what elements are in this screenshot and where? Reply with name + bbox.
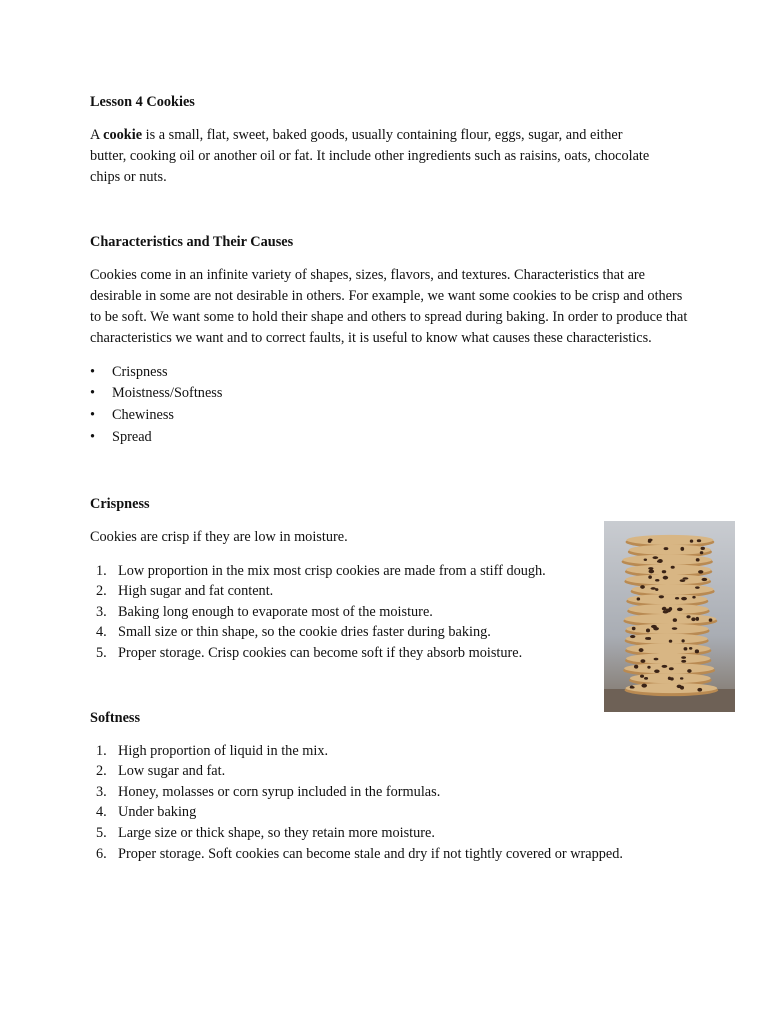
list-item: • Spread bbox=[90, 427, 690, 449]
chocolate-chip bbox=[680, 677, 683, 679]
chocolate-chip bbox=[662, 665, 668, 668]
item-text: Small size or thin shape, so the cookie dries faster during baking. bbox=[118, 624, 491, 641]
item-number: 6. bbox=[96, 845, 107, 862]
item-text: Baking long enough to evaporate most of the moisture. bbox=[118, 603, 433, 620]
chocolate-chip bbox=[652, 556, 658, 559]
chocolate-chip bbox=[681, 656, 686, 659]
chocolate-chip bbox=[640, 659, 645, 663]
crispness-intro: Cookies are crisp if they are low in moisture. bbox=[90, 528, 348, 545]
chocolate-chip bbox=[689, 647, 692, 650]
chocolate-chip bbox=[668, 677, 671, 680]
chocolate-chip bbox=[666, 609, 671, 613]
characteristics-heading: Characteristics and Their Causes bbox=[90, 234, 294, 251]
chocolate-chip bbox=[709, 618, 713, 621]
item-number: 4. bbox=[96, 624, 107, 641]
item-text: High sugar and fat content. bbox=[118, 583, 274, 600]
chocolate-chip bbox=[691, 617, 695, 621]
chocolate-chip bbox=[696, 558, 700, 561]
chocolate-chip bbox=[697, 539, 701, 542]
item-text: Low sugar and fat. bbox=[118, 763, 226, 780]
list-item bbox=[90, 741, 690, 762]
chocolate-chip bbox=[681, 660, 686, 663]
chocolate-chip bbox=[692, 596, 695, 599]
cookie bbox=[629, 545, 711, 555]
item-number: 5. bbox=[96, 824, 107, 841]
chocolate-chip bbox=[683, 577, 689, 579]
list-item bbox=[90, 761, 690, 782]
chocolate-chip bbox=[662, 570, 666, 573]
chocolate-chip bbox=[687, 669, 691, 673]
chocolate-chip bbox=[644, 558, 647, 560]
intro-lead: A bbox=[90, 127, 104, 143]
chocolate-chip bbox=[648, 567, 653, 570]
intro-rest: is a small, flat, sweet, baked goods, usually containing flour, eggs, sugar, and either butter, cooking oil or another oil or fat. It include other ingredients such as raisins, oats, chocolate chips or nuts. bbox=[90, 127, 650, 185]
chocolate-chip bbox=[681, 597, 687, 601]
chocolate-chip bbox=[677, 685, 682, 689]
chocolate-chip bbox=[659, 595, 664, 598]
item-text: High proportion of liquid in the mix. bbox=[118, 742, 329, 759]
chocolate-chip bbox=[680, 547, 684, 551]
chocolate-chip bbox=[677, 608, 683, 611]
list-item bbox=[90, 581, 690, 602]
chocolate-chip bbox=[646, 629, 650, 633]
chocolate-chip bbox=[637, 597, 641, 600]
chocolate-chip bbox=[690, 540, 693, 543]
chocolate-chip bbox=[654, 670, 659, 673]
chocolate-chip bbox=[630, 686, 634, 689]
list-item bbox=[90, 622, 690, 643]
document-page bbox=[90, 92, 690, 864]
item-number: 1. bbox=[96, 742, 107, 759]
crispness-heading: Crispness bbox=[90, 495, 150, 512]
cookie bbox=[626, 634, 708, 644]
chocolate-chip bbox=[639, 648, 644, 652]
cookie bbox=[626, 683, 718, 693]
cookie-stack-illustration bbox=[604, 521, 735, 712]
chocolate-chip bbox=[645, 637, 648, 640]
item-number: 4. bbox=[96, 804, 107, 821]
item-number: 5. bbox=[96, 644, 107, 661]
cookie bbox=[626, 624, 708, 634]
chocolate-chip bbox=[649, 569, 655, 573]
crispness-list bbox=[90, 561, 690, 664]
chocolate-chip bbox=[648, 540, 652, 543]
item-number: 2. bbox=[96, 583, 107, 600]
list-item bbox=[90, 802, 690, 823]
item-text: Proper storage. Soft cookies can become stale and dry if not tightly covered or wrapped. bbox=[118, 845, 623, 862]
chocolate-chip bbox=[640, 675, 644, 678]
chocolate-chip bbox=[680, 579, 686, 582]
list-item bbox=[90, 602, 690, 623]
item-text: Under baking bbox=[118, 804, 197, 821]
cookie bbox=[624, 614, 716, 624]
softness-heading: Softness bbox=[90, 709, 141, 726]
chocolate-chip bbox=[700, 551, 704, 554]
chocolate-chip bbox=[651, 587, 656, 590]
chocolate-chip bbox=[664, 547, 669, 550]
chocolate-chip bbox=[653, 627, 659, 630]
chocolate-chip bbox=[672, 627, 678, 630]
list-item bbox=[90, 561, 690, 582]
intro-paragraph bbox=[90, 125, 660, 187]
item-number: 1. bbox=[96, 562, 107, 579]
item-text: Low proportion in the mix most crisp cookies are made from a stiff dough. bbox=[118, 562, 546, 579]
cookie bbox=[626, 564, 711, 574]
chocolate-chip bbox=[663, 576, 668, 580]
cookie-stack-photo bbox=[604, 521, 735, 712]
chocolate-chip bbox=[696, 617, 699, 621]
chocolate-chip bbox=[630, 635, 635, 638]
chocolate-chip bbox=[654, 658, 659, 661]
intro-term: cookie bbox=[103, 127, 143, 143]
chocolate-chip bbox=[644, 677, 648, 680]
list-item bbox=[90, 823, 690, 844]
item-number: 3. bbox=[96, 783, 107, 800]
item-number: 2. bbox=[96, 763, 107, 780]
list-item bbox=[90, 844, 690, 865]
list-item bbox=[90, 782, 690, 803]
chocolate-chip bbox=[695, 649, 699, 653]
chocolate-chip bbox=[698, 570, 703, 573]
cookie bbox=[625, 574, 710, 584]
chocolate-chip bbox=[697, 688, 702, 692]
chocolate-chip bbox=[673, 618, 677, 622]
chocolate-chip bbox=[669, 667, 674, 670]
chocolate-chip bbox=[701, 547, 705, 550]
chocolate-chip bbox=[632, 627, 636, 630]
chocolate-chip bbox=[669, 640, 672, 643]
chocolate-chip bbox=[684, 647, 688, 650]
page-title: Lesson 4 Cookies bbox=[90, 94, 195, 110]
chocolate-chip bbox=[681, 639, 684, 642]
chocolate-chip bbox=[641, 684, 647, 688]
chocolate-chip bbox=[702, 578, 708, 581]
chocolate-chip bbox=[695, 586, 700, 588]
list-item bbox=[90, 643, 690, 664]
item-text: Honey, molasses or corn syrup included in the formulas. bbox=[118, 783, 441, 800]
softness-list bbox=[90, 741, 690, 865]
chocolate-chip bbox=[647, 666, 650, 669]
list-item: • Crispness bbox=[90, 362, 690, 384]
characteristics-list bbox=[90, 362, 690, 449]
chocolate-chip bbox=[640, 585, 645, 589]
item-number: 3. bbox=[96, 603, 107, 620]
chocolate-chip bbox=[655, 579, 659, 582]
item-text: Proper storage. Crisp cookies can become soft if they absorb moisture. bbox=[118, 644, 523, 661]
chocolate-chip bbox=[634, 665, 638, 669]
chocolate-chip bbox=[648, 575, 652, 579]
characteristics-paragraph: Cookies come in an infinite variety of shapes, sizes, flavors, and textures. Characteristics that are desirable in some are not desirable in others. For example, we want some cookies to be crisp and others to be soft. We want some to hold their shape and others to spread during baking. In order to produce that characteristics we want and to correct faults, it is useful to know what causes these characteristics. bbox=[90, 267, 688, 346]
cookie bbox=[626, 653, 710, 663]
chocolate-chip bbox=[671, 566, 675, 569]
chocolate-chip bbox=[658, 559, 663, 563]
list-item: • Moistness/Softness bbox=[90, 383, 690, 405]
chocolate-chip bbox=[675, 597, 679, 600]
chocolate-chip bbox=[686, 615, 690, 618]
item-text: Large size or thick shape, so they retain more moisture. bbox=[118, 824, 435, 841]
list-item: • Chewiness bbox=[90, 405, 690, 427]
